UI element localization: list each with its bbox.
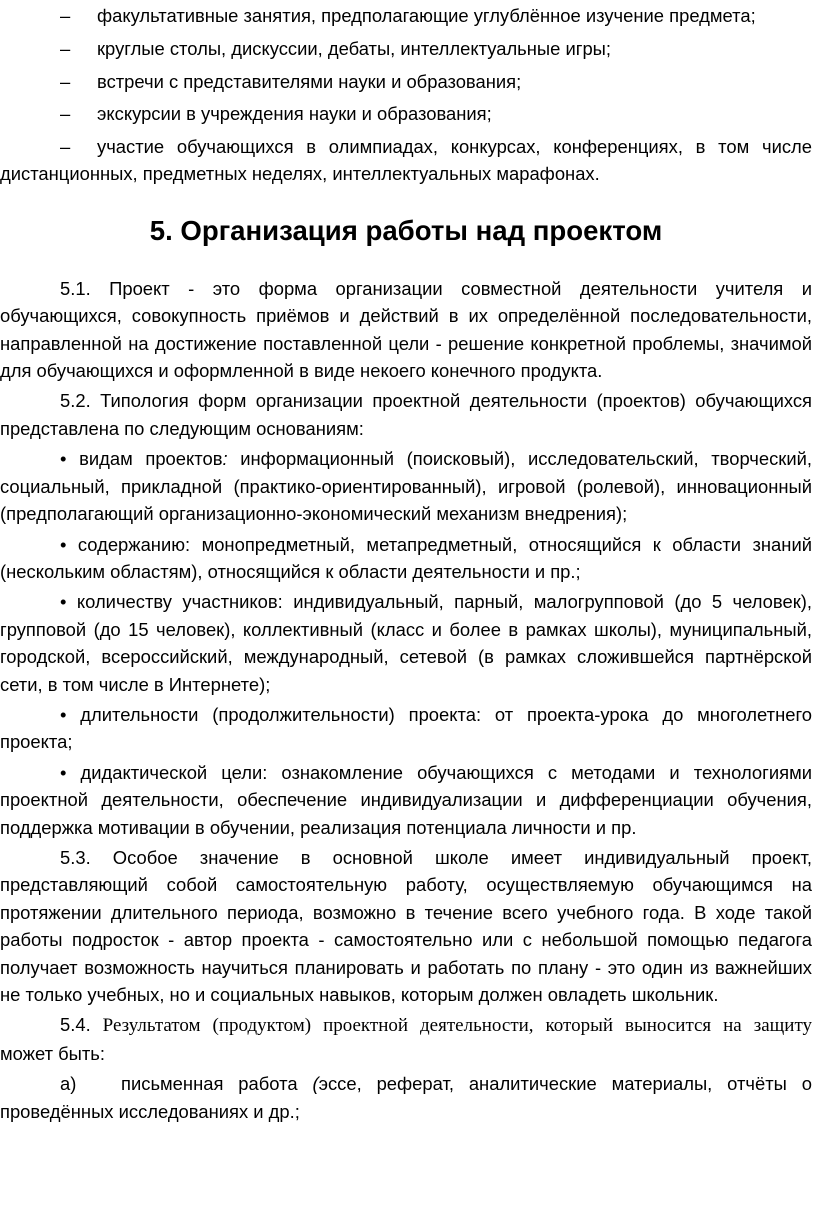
- paragraph-5-3: 5.3. Особое значение в основной школе имеет индивидуальный проект, представляющий собой самостоятельную работу, осуществляемую обучающимся на протяжении длительного периода, возможно в течение всего учебного года. В ходе такой работы подросток - автор проекта - самостоятельно или с небольшой помощью педагога получает возможность научиться планировать и работать по плану - это один из важнейших не только учебных, но и социальных навыков, которым должен овладеть школьник.: [0, 846, 812, 1005]
- paragraph-5-2: 5.2. Типология форм организации проектной деятельности (проектов) обучающихся представлена по следующим основаниям:: [0, 390, 812, 439]
- list-item-text: встречи с представителями науки и образования;: [97, 70, 522, 92]
- list-item-text: факультативные занятия, предполагающие углублённое изучение предмета;: [97, 5, 756, 26]
- bullet-colon: :: [222, 448, 228, 470]
- dash-bullet: –: [60, 5, 71, 26]
- bullet-item-participants: • количеству участников: индивидуальный, парный, малогрупповой (до 5 человек), групповой (до 15 человек), коллективный (класс и более в рамках школы), муниципальный, городской, всероссийский, международный, сетевой (в рамках сложившейся партнёрской сети, в том числе в Интернете);: [0, 591, 812, 695]
- item-label: а): [60, 1073, 77, 1095]
- bullet-item-didactic-goal: • дидактической цели: ознакомление обучающихся с методами и технологиями проектной деятельности, обеспечение индивидуализации и дифференциации обучения, поддержка мотивации в обучении, реализация потенциала личности и пр.: [0, 761, 812, 838]
- list-item: [0, 68, 812, 95]
- bullet-item-content: • содержанию: монопредметный, метапредметный, относящийся к области знаний (нескольким областям), относящийся к области деятельности и пр.;: [0, 533, 812, 582]
- paragraph-tail: может быть:: [0, 1042, 105, 1064]
- dash-bullet: –: [60, 38, 71, 60]
- bullet-item-project-types: [0, 445, 812, 527]
- list-item-text: круглые столы, дискуссии, дебаты, интеллектуальные игры;: [97, 38, 612, 60]
- list-item-a: [0, 1070, 812, 1125]
- list-item: [0, 100, 812, 127]
- dash-bullet: –: [60, 135, 71, 157]
- item-paren: (: [312, 1073, 319, 1095]
- paragraph-5-4: [0, 1011, 812, 1067]
- paragraph-5-1: 5.1. Проект - это форма организации совместной деятельности учителя и обучающихся, совокупность приёмов и действий в их определённой последовательности, направленной на достижение поставленной цели - решение конкретной проблемы, значимой для обучающихся и оформленной в виде некоего конечного продукта.: [0, 277, 812, 382]
- bullet-rest: информационный (поисковый), исследовательский, творческий, социальный, прикладной (практико-ориентированный), игровой (ролевой), инновационный (предполагающий организационно-экономический механизм внедрения);: [0, 448, 812, 525]
- list-item: [0, 133, 812, 188]
- paragraph-number: 5.4.: [60, 1014, 91, 1036]
- paragraph-serif-text: Результатом (продуктом) проектной деятельности, который выносится на защиту: [90, 1015, 812, 1037]
- bullet-item-duration: • длительности (продолжительности) проекта: от проекта-урока до многолетнего проекта;: [0, 703, 812, 753]
- dash-bullet: –: [60, 70, 71, 92]
- list-item-text: участие обучающихся в олимпиадах, конкурсах, конференциях, в том числе дистанционных, предметных неделях, интеллектуальных марафонах.: [0, 135, 812, 185]
- dash-bullet: –: [60, 103, 71, 125]
- document-page: [0, 2, 816, 1229]
- list-item: [0, 2, 812, 29]
- list-item-text: экскурсии в учреждения науки и образования;: [97, 103, 492, 125]
- section-heading: 5. Организация работы над проектом: [149, 215, 663, 247]
- bullet-head: • видам проектов: [60, 448, 223, 470]
- list-item: [0, 35, 812, 62]
- item-text: письменная работа: [121, 1073, 313, 1095]
- item-text-rest: эссе, реферат, аналитические материалы, отчёты о проведённых исследованиях и др.;: [0, 1073, 812, 1122]
